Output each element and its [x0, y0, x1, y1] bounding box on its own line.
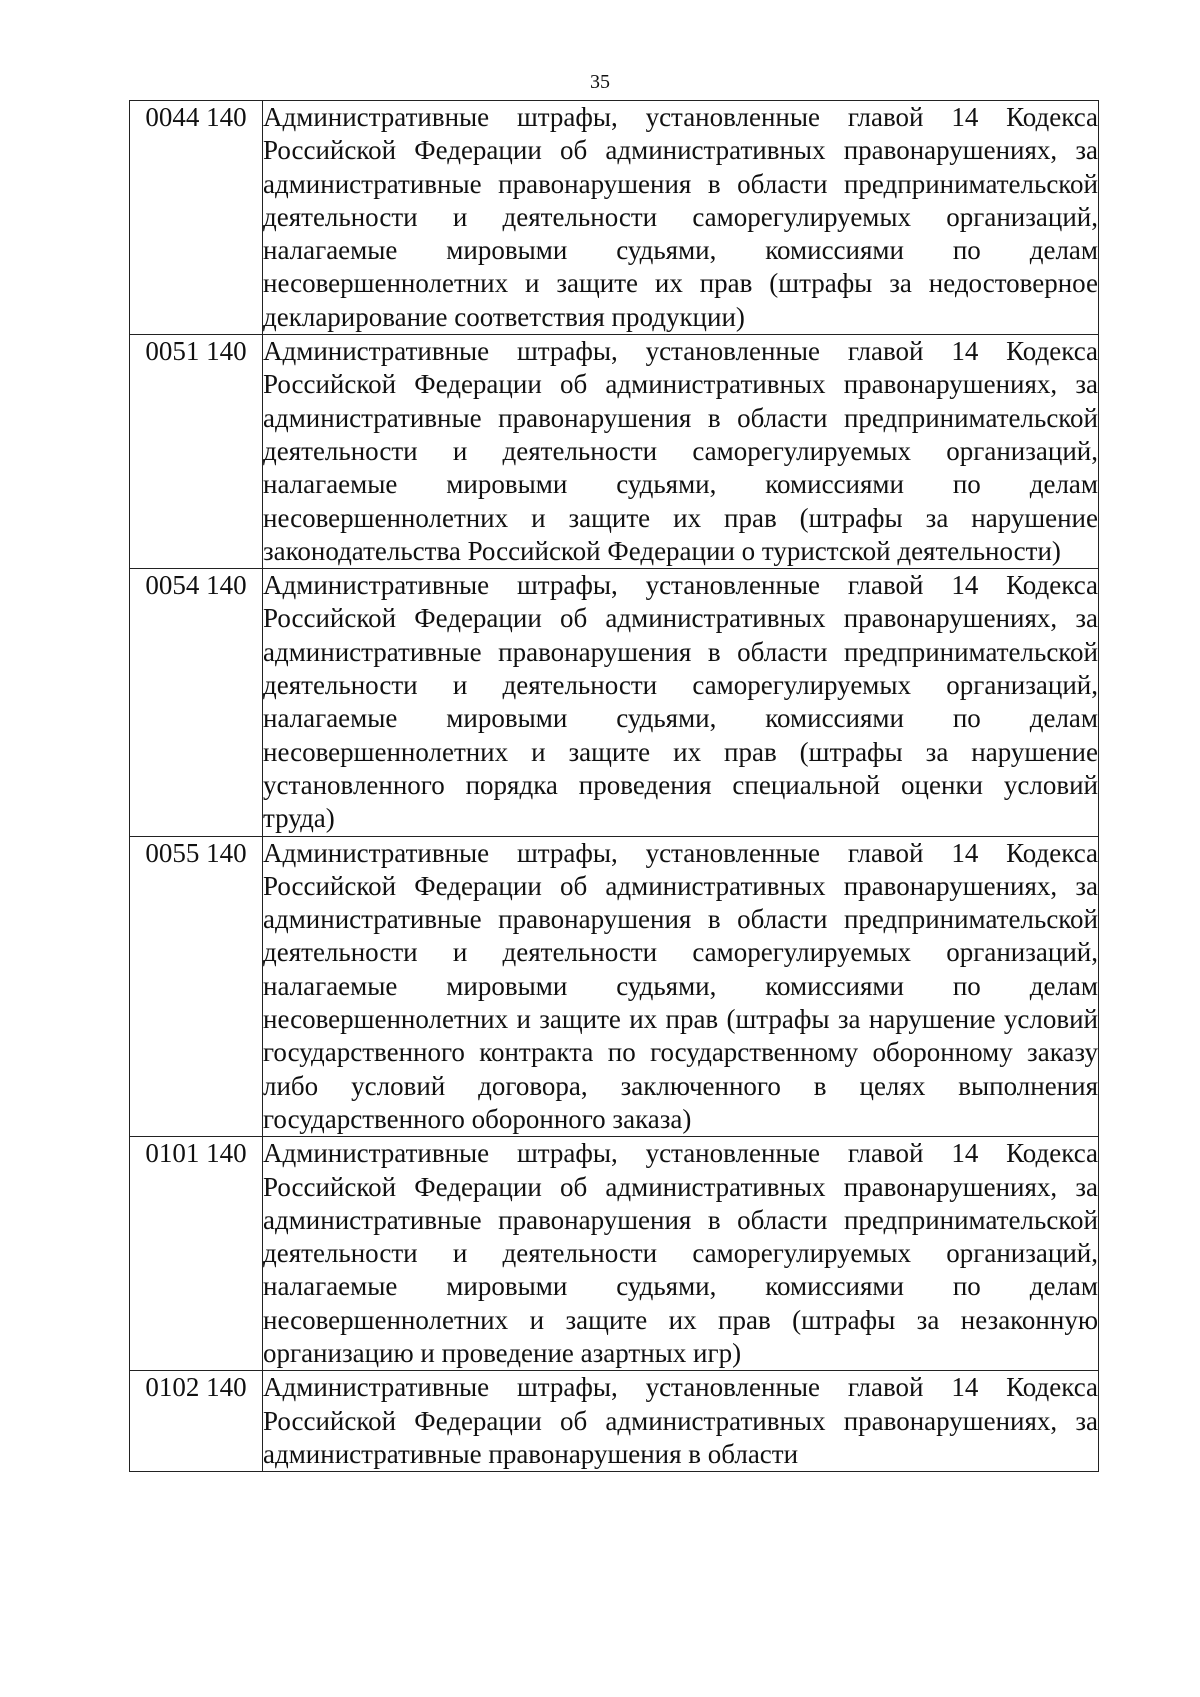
- table-row: [130, 1137, 1099, 1371]
- budget-codes-table: [129, 100, 1099, 1472]
- description-cell: Административные штрафы, установленные главой 14 Кодекса Российской Федерации об административных правонарушениях, за административные правонарушения в области предпринимательской деятельности и деятельности саморегулируемых организаций, налагаемые мировыми судьями, комиссиями по делам несовершеннолетних и защите их прав (штрафы за незаконную организацию и проведение азартных игр): [263, 1137, 1099, 1371]
- code-cell: 0044 140: [130, 101, 263, 335]
- code-cell: 0054 140: [130, 569, 263, 836]
- description-cell: Административные штрафы, установленные главой 14 Кодекса Российской Федерации об административных правонарушениях, за административные правонарушения в области предпринимательской деятельности и деятельности саморегулируемых организаций, налагаемые мировыми судьями, комиссиями по делам несовершеннолетних и защите их прав (штрафы за нарушение установленного порядка проведения специальной оценки условий труда): [263, 569, 1099, 836]
- description-cell: Административные штрафы, установленные главой 14 Кодекса Российской Федерации об административных правонарушениях, за административные правонарушения в области: [263, 1371, 1099, 1472]
- table-row: [130, 101, 1099, 335]
- table-row: [130, 335, 1099, 569]
- description-cell: Административные штрафы, установленные главой 14 Кодекса Российской Федерации об административных правонарушениях, за административные правонарушения в области предпринимательской деятельности и деятельности саморегулируемых организаций, налагаемые мировыми судьями, комиссиями по делам несовершеннолетних и защите их прав (штрафы за нарушение законодательства Российской Федерации о туристской деятельности): [263, 335, 1099, 569]
- code-cell: 0051 140: [130, 335, 263, 569]
- page-number: 35: [590, 71, 610, 93]
- description-cell: Административные штрафы, установленные главой 14 Кодекса Российской Федерации об административных правонарушениях, за административные правонарушения в области предпринимательской деятельности и деятельности саморегулируемых организаций, налагаемые мировыми судьями, комиссиями по делам несовершеннолетних и защите их прав (штрафы за недостоверное декларирование соответствия продукции): [263, 101, 1099, 335]
- table-row: [130, 836, 1099, 1137]
- code-cell: 0101 140: [130, 1137, 263, 1371]
- table-row: [130, 569, 1099, 836]
- code-cell: 0055 140: [130, 836, 263, 1137]
- code-cell: 0102 140: [130, 1371, 263, 1472]
- table-row: [130, 1371, 1099, 1472]
- description-cell: Административные штрафы, установленные главой 14 Кодекса Российской Федерации об административных правонарушениях, за административные правонарушения в области предпринимательской деятельности и деятельности саморегулируемых организаций, налагаемые мировыми судьями, комиссиями по делам несовершеннолетних и защите их прав (штрафы за нарушение условий государственного контракта по государственному оборонному заказу либо условий договора, заключенного в целях выполнения государственного оборонного заказа): [263, 836, 1099, 1137]
